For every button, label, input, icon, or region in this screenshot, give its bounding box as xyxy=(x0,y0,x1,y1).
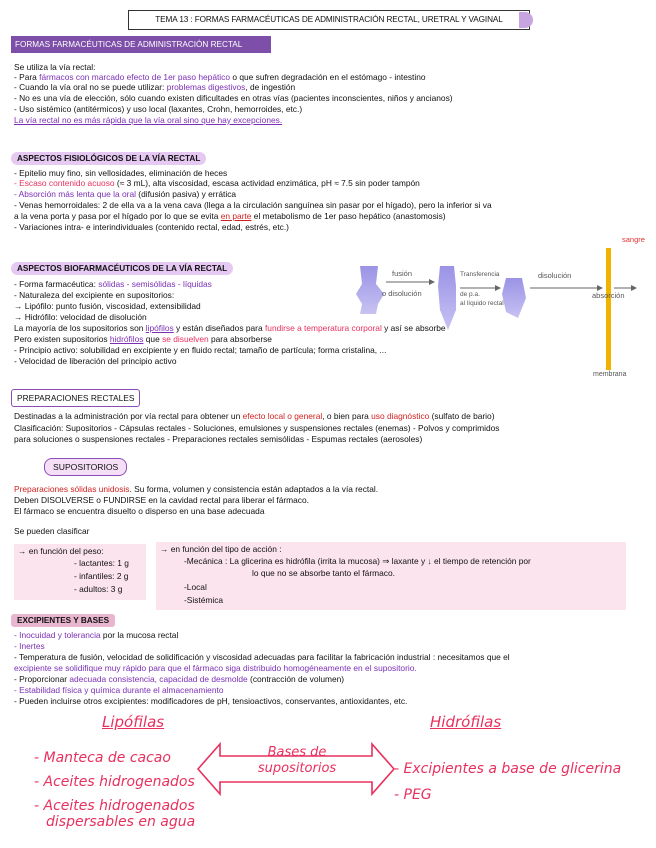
accion-heading: → en función del tipo de acción : xyxy=(160,544,282,554)
s6-line-3: - Temperatura de fusión, velocidad de solidificación y viscosidad adecuadas para facilitar la fabricación industrial : necesitamos que el xyxy=(14,652,510,662)
s6-line-4: excipiente se solidifique muy rápido para que el fármaco siga distribuido homogéneamente en el supositorio. xyxy=(14,663,417,673)
title-accent xyxy=(519,12,533,28)
section-heading-preparaciones: PREPARACIONES RECTALES xyxy=(11,389,140,407)
accion-mecanica: -Mecánica : La glicerina es hidrófila (irrita la mucosa) ⇒ laxante y ↓ el tiempo de retención por xyxy=(184,556,531,566)
label-disolucion: o disolución xyxy=(382,289,422,298)
s3-line-8: - Velocidad de liberación del principio activo xyxy=(14,356,177,366)
section-heading-supositorios: SUPOSITORIOS xyxy=(44,458,127,476)
membrane-bar xyxy=(606,248,611,370)
accion-sistemica: -Sistémica xyxy=(184,595,224,605)
lipofilas-list-cont: dispersables en agua xyxy=(46,814,196,830)
s2-line-6: - Variaciones intra- e interindividuales (contenido rectal, edad, estrés, etc.) xyxy=(14,222,289,232)
s4-line-2: Clasificación: Supositorios - Cápsulas rectales - Soluciones, emulsiones y suspensiones rectales (enemas) - Polvos y comprimidos xyxy=(14,423,500,433)
s1-bullet-3: - No es una vía de elección, sólo cuando existen dificultades en otras vías (pacientes inconscientes, niños y ancianos) xyxy=(14,93,453,103)
s5-line-2: Deben DISOLVERSE o FUNDIRSE en la cavidad rectal para liberar el fármaco. xyxy=(14,495,309,505)
text: por la mucosa rectal xyxy=(100,630,179,640)
s6-line-2: - Inertes xyxy=(14,641,45,651)
center-line-1: Bases de xyxy=(267,745,327,760)
absorption-diagram xyxy=(352,232,652,380)
text: (contracción de volumen) xyxy=(247,674,345,684)
text: (≈ 3 mL), alta viscosidad, escasa actividad enzimática, pH ≈ 7.5 sin poder tampón xyxy=(114,178,420,188)
s3-line-7: - Principio activo: solubilidad en excipiente y en fluido rectal; tamaño de partícula; forma cristalina, ... xyxy=(14,345,387,355)
s4-line-1 xyxy=(14,411,495,421)
s1-note: La vía rectal no es más rápida que la vía oral sino que hay excepciones. xyxy=(14,115,283,125)
highlight: adecuada consistencia, capacidad de desmolde xyxy=(69,674,248,684)
text: (sulfato de bario) xyxy=(429,411,495,421)
text: - Forma farmacéutica: xyxy=(14,279,99,289)
peso-adultos: - adultos: 3 g xyxy=(74,584,123,594)
s2-line-1: - Epitelio muy fino, sin vellosidades, eliminación de heces xyxy=(14,168,228,178)
lipofilas-list xyxy=(34,746,195,818)
highlight: - Escaso contenido acuoso xyxy=(14,178,115,188)
text: Destinadas a la administración por vía rectal para obtener un xyxy=(14,411,243,421)
s3-line-3: → Lipófilo: punto fusión, viscosidad, extensibilidad xyxy=(14,301,201,311)
s6-line-1 xyxy=(14,630,178,640)
accion-mecanica-cont: lo que no se absorbe tanto el fármaco. xyxy=(252,568,395,578)
s1-bullet-1 xyxy=(14,72,426,82)
peso-lactantes: - lactantes: 1 g xyxy=(74,558,129,568)
s3-line-4: → Hidrófilo: velocidad de disolución xyxy=(14,312,147,322)
highlight: lipófilos xyxy=(145,323,174,333)
bases-center-label xyxy=(250,745,344,777)
text: . Su forma, volumen y consistencia están adaptados a la vía rectal. xyxy=(129,484,379,494)
s2-line-5 xyxy=(14,211,446,221)
label-membrana: membrana xyxy=(593,371,627,378)
highlight: hidrófilos xyxy=(109,334,144,344)
text: y así se absorbe xyxy=(381,323,446,333)
s4-line-3: para soluciones o suspensiones rectales - Preparaciones rectales semisólidas - Espumas rectales (aerosoles) xyxy=(14,434,423,444)
s2-line-3 xyxy=(14,189,236,199)
lipofilas-title: Lipófilas xyxy=(102,713,165,731)
highlight: uso diagnóstico xyxy=(371,411,430,421)
suppository-shape-1 xyxy=(356,266,384,314)
s6-line-6: - Estabilidad física y química durante el almacenamiento xyxy=(14,685,224,695)
s5-line-4: Se pueden clasificar xyxy=(14,526,90,536)
hidrofilas-list xyxy=(394,756,621,808)
text: - Cuando la vía oral no se puede utilizar: xyxy=(14,82,167,92)
highlight: problemas digestivos xyxy=(166,82,246,92)
text: La mayoría de los supositorios son xyxy=(14,323,146,333)
s5-line-1 xyxy=(14,484,378,494)
s5-line-3: El fármaco se encuentra disuelto o disperso en una base adecuada xyxy=(14,506,265,516)
text: - Para xyxy=(14,72,40,82)
text: para absorberse xyxy=(208,334,272,344)
text: el metabolismo de 1er paso hepático (anastomosis) xyxy=(251,211,446,221)
center-line-2: supositorios xyxy=(257,761,337,776)
label-disolucion-2: disolución xyxy=(538,271,572,280)
highlight: - Absorción más lenta que la oral xyxy=(14,189,136,199)
label-transfer-3: al líquido rectal xyxy=(460,300,504,307)
label-fusion: fusión xyxy=(392,269,413,278)
accion-local: -Local xyxy=(184,582,207,592)
accion-box xyxy=(156,542,626,610)
section-heading-biofarmaceuticos: ASPECTOS BIOFARMACÉUTICOS DE LA VÍA RECTAL xyxy=(11,262,233,275)
list-item: - Manteca de cacao xyxy=(34,750,171,766)
section-heading-rectal: FORMAS FARMACÉUTICAS DE ADMINISTRACIÓN RECTAL xyxy=(11,36,271,53)
section-heading-excipientes: EXCIPIENTES Y BASES xyxy=(11,614,115,627)
text: o que sufren degradación en el estómago - intestino xyxy=(230,72,426,82)
text: y están diseñados para xyxy=(173,323,265,333)
peso-heading: → en función del peso: xyxy=(18,546,104,556)
s2-line-4: - Venas hemorroidales: 2 de ella va a la vena cava (llega a la circulación sanguínea sin pasar por el hígado), pero la inferior si va xyxy=(14,200,492,210)
highlight: fármacos con marcado efecto de 1er paso hepático xyxy=(39,72,231,82)
text: , o bien para xyxy=(322,411,372,421)
s1-intro: Se utiliza la vía rectal: xyxy=(14,62,96,72)
peso-box xyxy=(14,544,146,600)
list-item: - Excipientes a base de glicerina xyxy=(394,761,622,777)
highlight: - Inocuidad y tolerancia xyxy=(14,630,101,640)
text: a la vena porta y pasa por el hígado por lo que se evita xyxy=(14,211,221,221)
label-absorcion: absorción xyxy=(592,291,625,300)
label-sangre: sangre xyxy=(622,235,645,244)
highlight: sólidas - semisólidas - líquidas xyxy=(98,279,212,289)
highlight: Preparaciones sólidas unidosis xyxy=(14,484,130,494)
text: (difusión pasiva) y errática xyxy=(135,189,237,199)
s1-bullet-2 xyxy=(14,82,295,92)
text: - Proporcionar xyxy=(14,674,70,684)
list-item: - PEG xyxy=(394,787,432,803)
text: , de ingestión xyxy=(245,82,296,92)
hidrofilas-title: Hidrófilas xyxy=(430,713,502,731)
suppository-shape-3 xyxy=(502,278,526,318)
s3-line-2: - Naturaleza del excipiente en supositorios: xyxy=(14,290,175,300)
text: Pero existen supositorios xyxy=(14,334,110,344)
s1-bullet-4: - Uso sistémico (antitérmicos) y uso local (laxantes, Crohn, hemorroides, etc.) xyxy=(14,104,303,114)
s2-line-2 xyxy=(14,178,420,188)
peso-infantiles: - infantiles: 2 g xyxy=(74,571,129,581)
s3-line-1 xyxy=(14,279,212,289)
highlight: se disuelven xyxy=(162,334,209,344)
list-item: - Aceites hidrogenados xyxy=(34,774,195,790)
s6-line-7: - Pueden incluirse otros excipientes: modificadores de pH, tensioactivos, conservantes, antioxidantes, etc. xyxy=(14,696,408,706)
text: que xyxy=(143,334,163,344)
suppository-shape-2 xyxy=(438,266,456,330)
s6-line-5 xyxy=(14,674,344,684)
highlight: fundirse a temperatura corporal xyxy=(264,323,382,333)
s3-line-6 xyxy=(14,334,272,344)
label-transfer-2: de p.a. xyxy=(460,291,480,298)
label-transfer-1: Transferencia xyxy=(460,271,500,278)
highlight: en parte xyxy=(220,211,252,221)
section-heading-fisiologicos: ASPECTOS FISIOLÓGICOS DE LA VÍA RECTAL xyxy=(11,152,206,165)
list-item: - Aceites hidrogenados xyxy=(34,798,195,814)
highlight: efecto local o general xyxy=(242,411,323,421)
page-title: TEMA 13 : FORMAS FARMACÉUTICAS DE ADMINISTRACIÓN RECTAL, URETRAL Y VAGINAL xyxy=(128,10,530,30)
